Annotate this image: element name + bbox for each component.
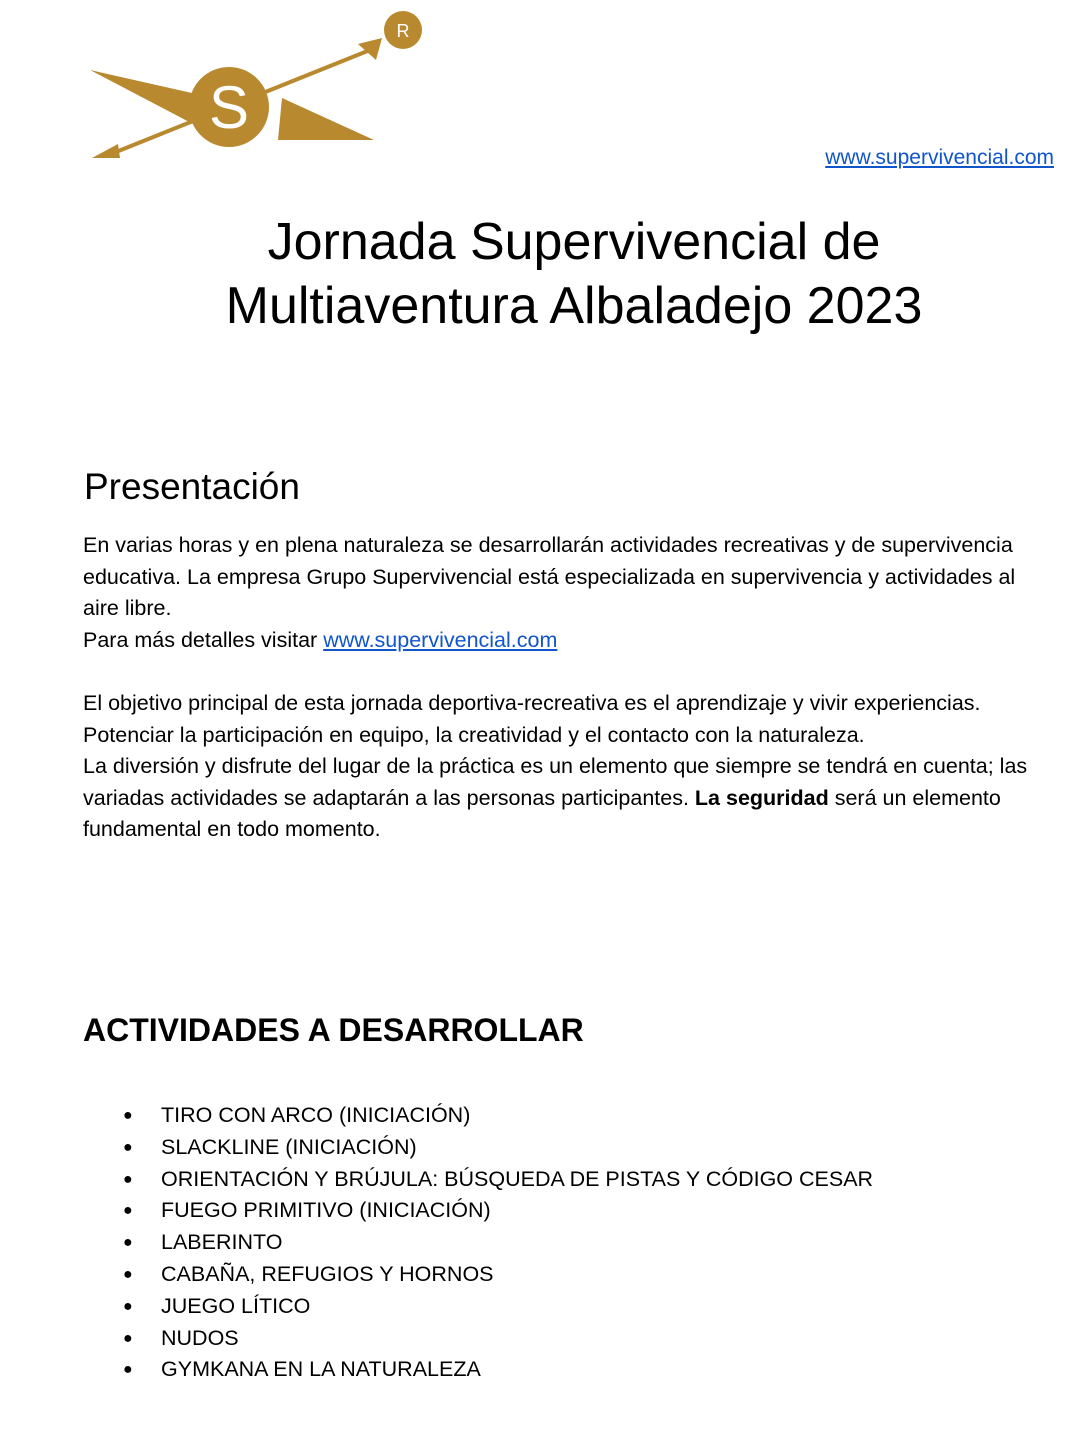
bullet-icon: ● <box>123 1265 133 1283</box>
intro-text: En varias horas y en plena naturaleza se desarrollarán actividades recreativas y de supervivencia educativa. La empresa Grupo Supervivencial está especializada en supervivencia y actividades al aire libre. <box>83 533 1016 620</box>
bullet-icon: ● <box>123 1361 133 1379</box>
details-prefix: Para más detalles visitar <box>83 627 324 652</box>
list-item <box>0 1227 873 1259</box>
objective-paragraph <box>83 688 1053 846</box>
bullet-icon: ● <box>123 1297 133 1315</box>
activity-label: ORIENTACIÓN Y BRÚJULA: BÚSQUEDA DE PISTAS Y CÓDIGO CESAR <box>161 1166 874 1191</box>
activity-label: GYMKANA EN LA NATURALEZA <box>161 1357 481 1382</box>
presentation-heading: Presentación <box>84 466 300 507</box>
logo-badge-letter: R <box>396 21 410 41</box>
activity-label: CABAÑA, REFUGIOS Y HORNOS <box>161 1261 494 1286</box>
header-website-link[interactable]: www.supervivencial.com <box>825 146 1054 169</box>
list-item <box>0 1323 873 1355</box>
list-item <box>0 1259 873 1291</box>
bullet-icon: ● <box>123 1138 133 1156</box>
bullet-icon: ● <box>123 1202 133 1220</box>
activities-heading: ACTIVIDADES A DESARROLLAR <box>83 1012 584 1048</box>
document-title <box>0 210 1080 338</box>
list-item <box>0 1291 873 1323</box>
safety-bold-text: La seguridad <box>694 785 829 810</box>
title-line-1: Jornada Supervivencial de <box>267 213 881 271</box>
bullet-icon: ● <box>123 1107 133 1124</box>
list-item <box>0 1132 873 1164</box>
list-item <box>0 1354 873 1386</box>
logo-letter: S <box>208 74 250 141</box>
objective-text: El objetivo principal de esta jornada deportiva-recreativa es el aprendizaje y vivir experiencias. Potenciar la participación en equipo, la creatividad y el contacto con la naturaleza. <box>83 691 981 747</box>
title-line-2: Multiaventura Albaladejo 2023 <box>225 277 923 335</box>
intro-paragraph <box>83 530 1053 656</box>
activity-label: JUEGO LÍTICO <box>161 1293 311 1318</box>
activity-label: FUEGO PRIMITIVO (INICIACIÓN) <box>161 1198 491 1223</box>
activity-label: SLACKLINE (INICIACIÓN) <box>161 1134 417 1159</box>
activities-list <box>0 1100 873 1386</box>
bullet-icon: ● <box>123 1329 133 1347</box>
activity-label: TIRO CON ARCO (INICIACIÓN) <box>161 1103 471 1127</box>
fun-text: La diversión y disfrute del lugar de la práctica es un elemento que siempre se tendrá en cuenta; las variadas actividades se adaptarán a las personas participantes. <box>83 754 1028 810</box>
list-item <box>0 1100 873 1132</box>
details-website-link[interactable]: www.supervivencial.com <box>323 627 558 652</box>
safety-rest-text: será un elemento fundamental en todo momento. <box>83 785 1001 841</box>
activity-label: NUDOS <box>161 1325 239 1350</box>
bullet-icon: ● <box>123 1170 133 1188</box>
activity-label: LABERINTO <box>161 1230 283 1255</box>
supervivencial-logo <box>88 8 428 163</box>
bullet-icon: ● <box>123 1234 133 1252</box>
list-item <box>0 1195 873 1227</box>
list-item <box>0 1164 873 1196</box>
